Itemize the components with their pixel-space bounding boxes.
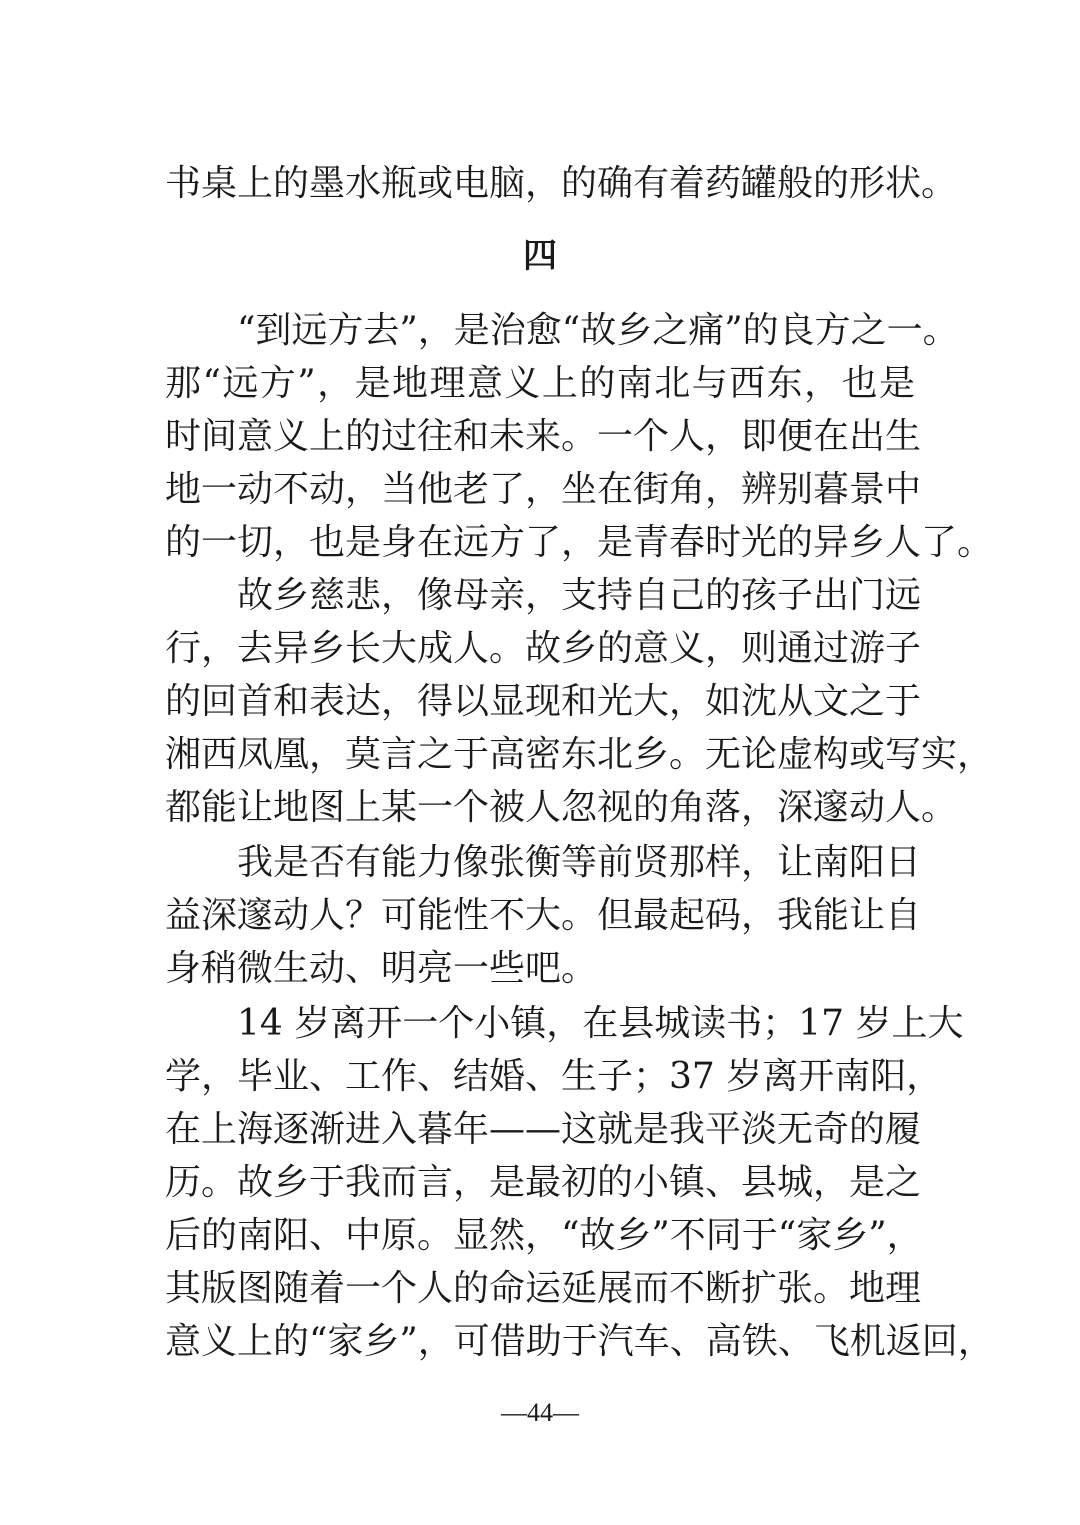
text-line: 意义上的“家乡”，可借助于汽车、高铁、飞机返回，	[165, 1321, 994, 1362]
text-line: 我是否有能力像张衡等前贤那样，让南阳日	[237, 842, 922, 883]
section-heading: 四	[523, 236, 557, 276]
text-line: 学，毕业、工作、结婚、生子；37 岁离开南阳，	[165, 1056, 943, 1097]
text-line: 其版图随着一个人的命运延展而不断扩张。地理	[165, 1268, 922, 1309]
text-line: 故乡慈悲，像母亲，支持自己的孩子出门远	[237, 575, 922, 616]
text-line: 地一动不动，当他老了，坐在街角，辨别暮景中	[165, 469, 922, 510]
text-line: 后的南阳、中原。显然，“故乡”不同于“家乡”，	[165, 1215, 923, 1256]
text-line: 益深邃动人？可能性不大。但最起码，我能让自	[165, 895, 922, 936]
text-line: 那“远方”，是地理意义上的南北与西东，也是	[165, 363, 915, 404]
text-line: 的回首和表达，得以显现和光大，如沈从文之于	[165, 681, 922, 722]
text-line: 身稍微生动、明亮一些吧。	[165, 948, 598, 989]
page-number: —44—	[501, 1398, 579, 1427]
text-line: 在上海逐渐进入暮年——这就是我平淡无奇的履	[165, 1109, 922, 1150]
text-line: 湘西凤凰，莫言之于高密东北乡。无论虚构或写实，	[165, 734, 994, 775]
text-line: 14 岁离开一个小镇，在县城读书；17 岁上大	[237, 1003, 964, 1044]
text-line: “到远方去”，是治愈“故乡之痛”的良方之一。	[237, 310, 959, 351]
text-line: 历。故乡于我而言，是最初的小镇、县城，是之	[165, 1162, 922, 1203]
text-line: 行，去异乡长大成人。故乡的意义，则通过游子	[165, 628, 922, 669]
text-line: 的一切，也是身在远方了，是青春时光的异乡人了。	[165, 522, 994, 563]
text-line: 时间意义上的过往和未来。一个人，即便在出生	[165, 416, 922, 457]
text-line: 都能让地图上某一个被人忽视的角落，深邃动人。	[165, 787, 958, 828]
text-line: 书桌上的墨水瓶或电脑，的确有着药罐般的形状。	[165, 163, 958, 204]
